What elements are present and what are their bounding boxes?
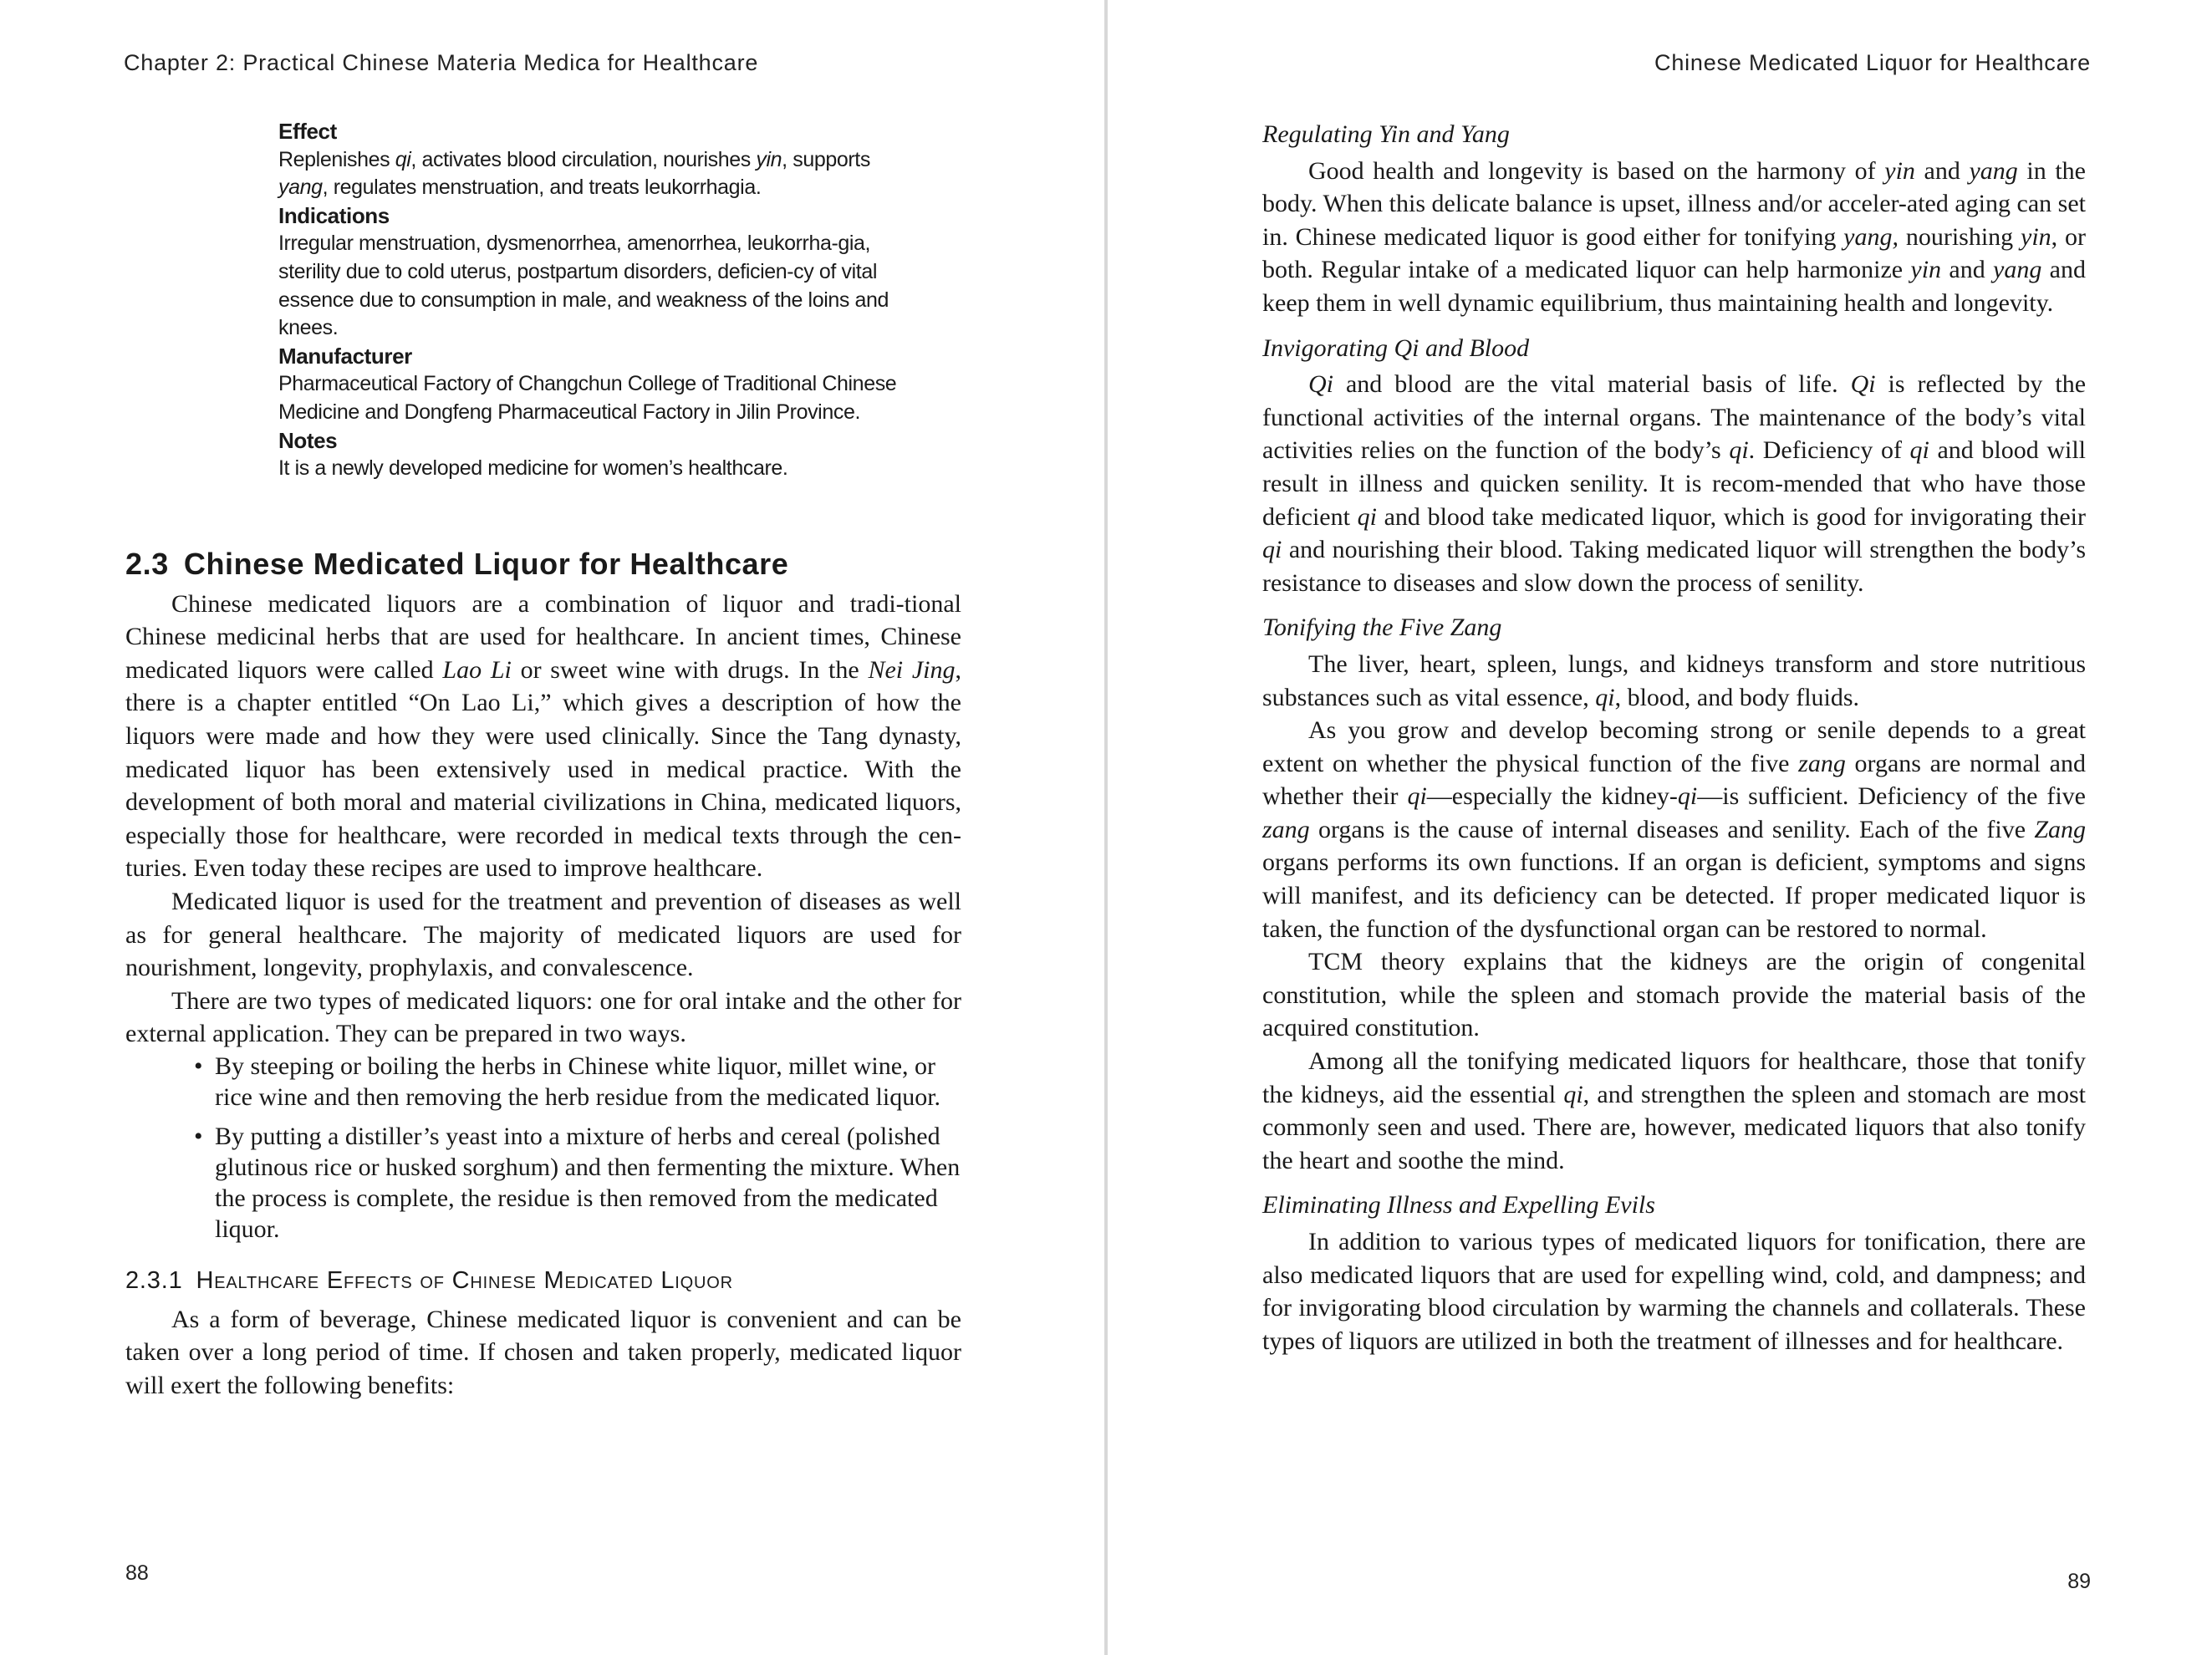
product-entry — [278, 118, 914, 483]
benefit-paragraph: The liver, heart, spleen, lungs, and kidneys transform and store nutritious substances such as vital essence, qi, blood, and body fluids. — [1262, 649, 2086, 711]
benefit-heading: Eliminating Illness and Expelling Evils — [1262, 1191, 1655, 1220]
benefit-paragraph: Among all the tonifying medicated liquors for healthcare, those that tonify the kidneys, aid the essential qi, and strengthen the spleen and stomach are most commonly seen and used. There are, however, medicated liquors that also tonify the heart and soothe the mind. — [1262, 1047, 2086, 1174]
subsection-title: Healthcare Effects of Chinese Medicated Liquor — [196, 1266, 733, 1294]
page-number-left: 88 — [125, 1561, 149, 1585]
page-number-right: 89 — [2067, 1570, 2091, 1593]
section-paragraph-3: There are two types of medicated liquors: one for oral intake and the other for external application. They can be prepared in two ways. — [125, 986, 961, 1048]
subsection-heading — [125, 1265, 961, 1298]
manufacturer-heading: Manufacturer — [278, 343, 412, 369]
notes-heading: Notes — [278, 427, 338, 453]
effect-text: Replenishes qi, activates blood circulation, nourishes yin, supports yang, regulates menstruation, and treats leukorrhagia. — [278, 147, 870, 200]
list-item: • By putting a distiller’s yeast into a mixture of herbs and cereal (polished glutinous rice or husked sorghum) and then fermenting the mixture. When the process is complete, the residue is then removed from the medicated liquor. — [194, 1121, 961, 1245]
benefit-section-eliminating-illness — [1262, 1189, 2086, 1357]
list-item: • By steeping or boiling the herbs in Chinese white liquor, millet wine, or rice wine and then removing the herb residue from the medicated liquor. — [194, 1051, 961, 1113]
running-head-right: Chinese Medicated Liquor for Healthcare — [1654, 50, 2091, 75]
benefit-heading: Invigorating Qi and Blood — [1262, 334, 1530, 362]
preparation-list — [125, 1051, 961, 1245]
indications-heading: Indications — [278, 202, 390, 228]
manufacturer-text: Pharmaceutical Factory of Changchun College of Traditional Chinese Medicine and Dongfeng Pharmaceutical Factory in Jilin Province. — [278, 372, 897, 424]
benefit-heading: Regulating Yin and Yang — [1262, 120, 1510, 148]
benefit-heading: Tonifying the Five Zang — [1262, 614, 1502, 642]
left-page — [0, 0, 1104, 1655]
left-main-column — [125, 547, 961, 1402]
section-title: Chinese Medicated Liquor for Healthcare — [183, 547, 789, 581]
benefit-section-qi-blood — [1262, 332, 2086, 600]
section-paragraph-1: Chinese medicated liquors are a combination of liquor and tradi-tional Chinese medicinal herbs that are used for healthcare. In ancient times, Chinese medicated liquors were called Lao Li or sweet wine with drugs. In the Nei Jing, there is a chapter entitled “On Lao Li,” which gives a description of how the liquors were made and how they were used clinically. Since the Tang dynasty, medicated liquor has been extensively used in medical practice. With the development of both moral and material civilizations in China, medicated liquors, especially those for healthcare, were recorded in medical texts through the cen-turies. Even today these recipes are used to improve healthcare. — [125, 589, 961, 883]
section-heading — [125, 547, 961, 581]
right-main-column — [1262, 118, 2086, 1369]
benefit-paragraph: As you grow and develop becoming strong or senile depends to a great extent on whether the physical function of the five zang organs are normal and whether their qi—especially the kidney-qi—is sufficient. Deficiency of the five zang organs is the cause of internal diseases and senility. Each of the five Zang organs performs its own functions. If an organ is deficient, symptoms and signs will manifest, and its deficiency can be detected. If proper medicated liquor is taken, the function of the dysfunctional organ can be restored to normal. — [1262, 716, 2086, 943]
benefit-paragraph: Qi and blood are the vital material basis of life. Qi is reflected by the functional activities of the internal organs. The maintenance of the body’s vital activities relies on the function of the body’s qi. Deficiency of qi and blood will result in illness and quicken senility. It is recom-mended that who have those deficient qi and blood take medicated liquor, which is good for invigorating their qi and nourishing their blood. Taking medicated liquor will strengthen the body’s resistance to diseases and slow down the process of senility. — [1262, 370, 2087, 597]
running-head-left: Chapter 2: Practical Chinese Materia Medica for Healthcare — [124, 50, 759, 75]
section-paragraph-2: Medicated liquor is used for the treatment and prevention of diseases as well as for general healthcare. The majority of medicated liquors are used for nourishment, longevity, prophylaxis, and convalescence. — [125, 887, 961, 982]
subsection-paragraph-1: As a form of beverage, Chinese medicated liquor is convenient and can be taken over a long period of time. If chosen and taken properly, medicated liquor will exert the following benefits: — [125, 1305, 961, 1399]
subsection-number: 2.3.1 — [125, 1266, 183, 1294]
benefit-paragraph: Good health and longevity is based on the harmony of yin and yang in the body. When this delicate balance is upset, illness and/or acceler-ated aging can set in. Chinese medicated liquor is good either for tonifying yang, nourishing yin, or both. Regular intake of a medicated liquor can help harmonize yin and yang and keep them in well dynamic equilibrium, thus maintaining health and longevity. — [1262, 156, 2086, 317]
section-number: 2.3 — [125, 547, 169, 581]
notes-text: It is a newly developed medicine for women’s healthcare. — [278, 456, 788, 481]
benefit-paragraph: TCM theory explains that the kidneys are the origin of congenital constitution, while the spleen and stomach provide the material basis of the acquired constitution. — [1262, 948, 2086, 1042]
effect-heading: Effect — [278, 119, 337, 144]
benefit-section-five-zang — [1262, 611, 2086, 1177]
indications-text: Irregular menstruation, dysmenorrhea, amenorrhea, leukorrha-gia, sterility due to cold uterus, postpartum disorders, deficien-cy of vital essence due to consumption in male, and weakness of the loins and knees. — [278, 232, 889, 340]
benefit-section-yin-yang — [1262, 118, 2086, 320]
benefit-paragraph: In addition to various types of medicated liquors for tonification, there are also medicated liquors that are used for expelling wind, cold, and dampness; and for invigorating blood circulation by warming the channels and collaterals. These types of liquors are utilized in both the treatment of illnesses and for healthcare. — [1262, 1228, 2086, 1355]
